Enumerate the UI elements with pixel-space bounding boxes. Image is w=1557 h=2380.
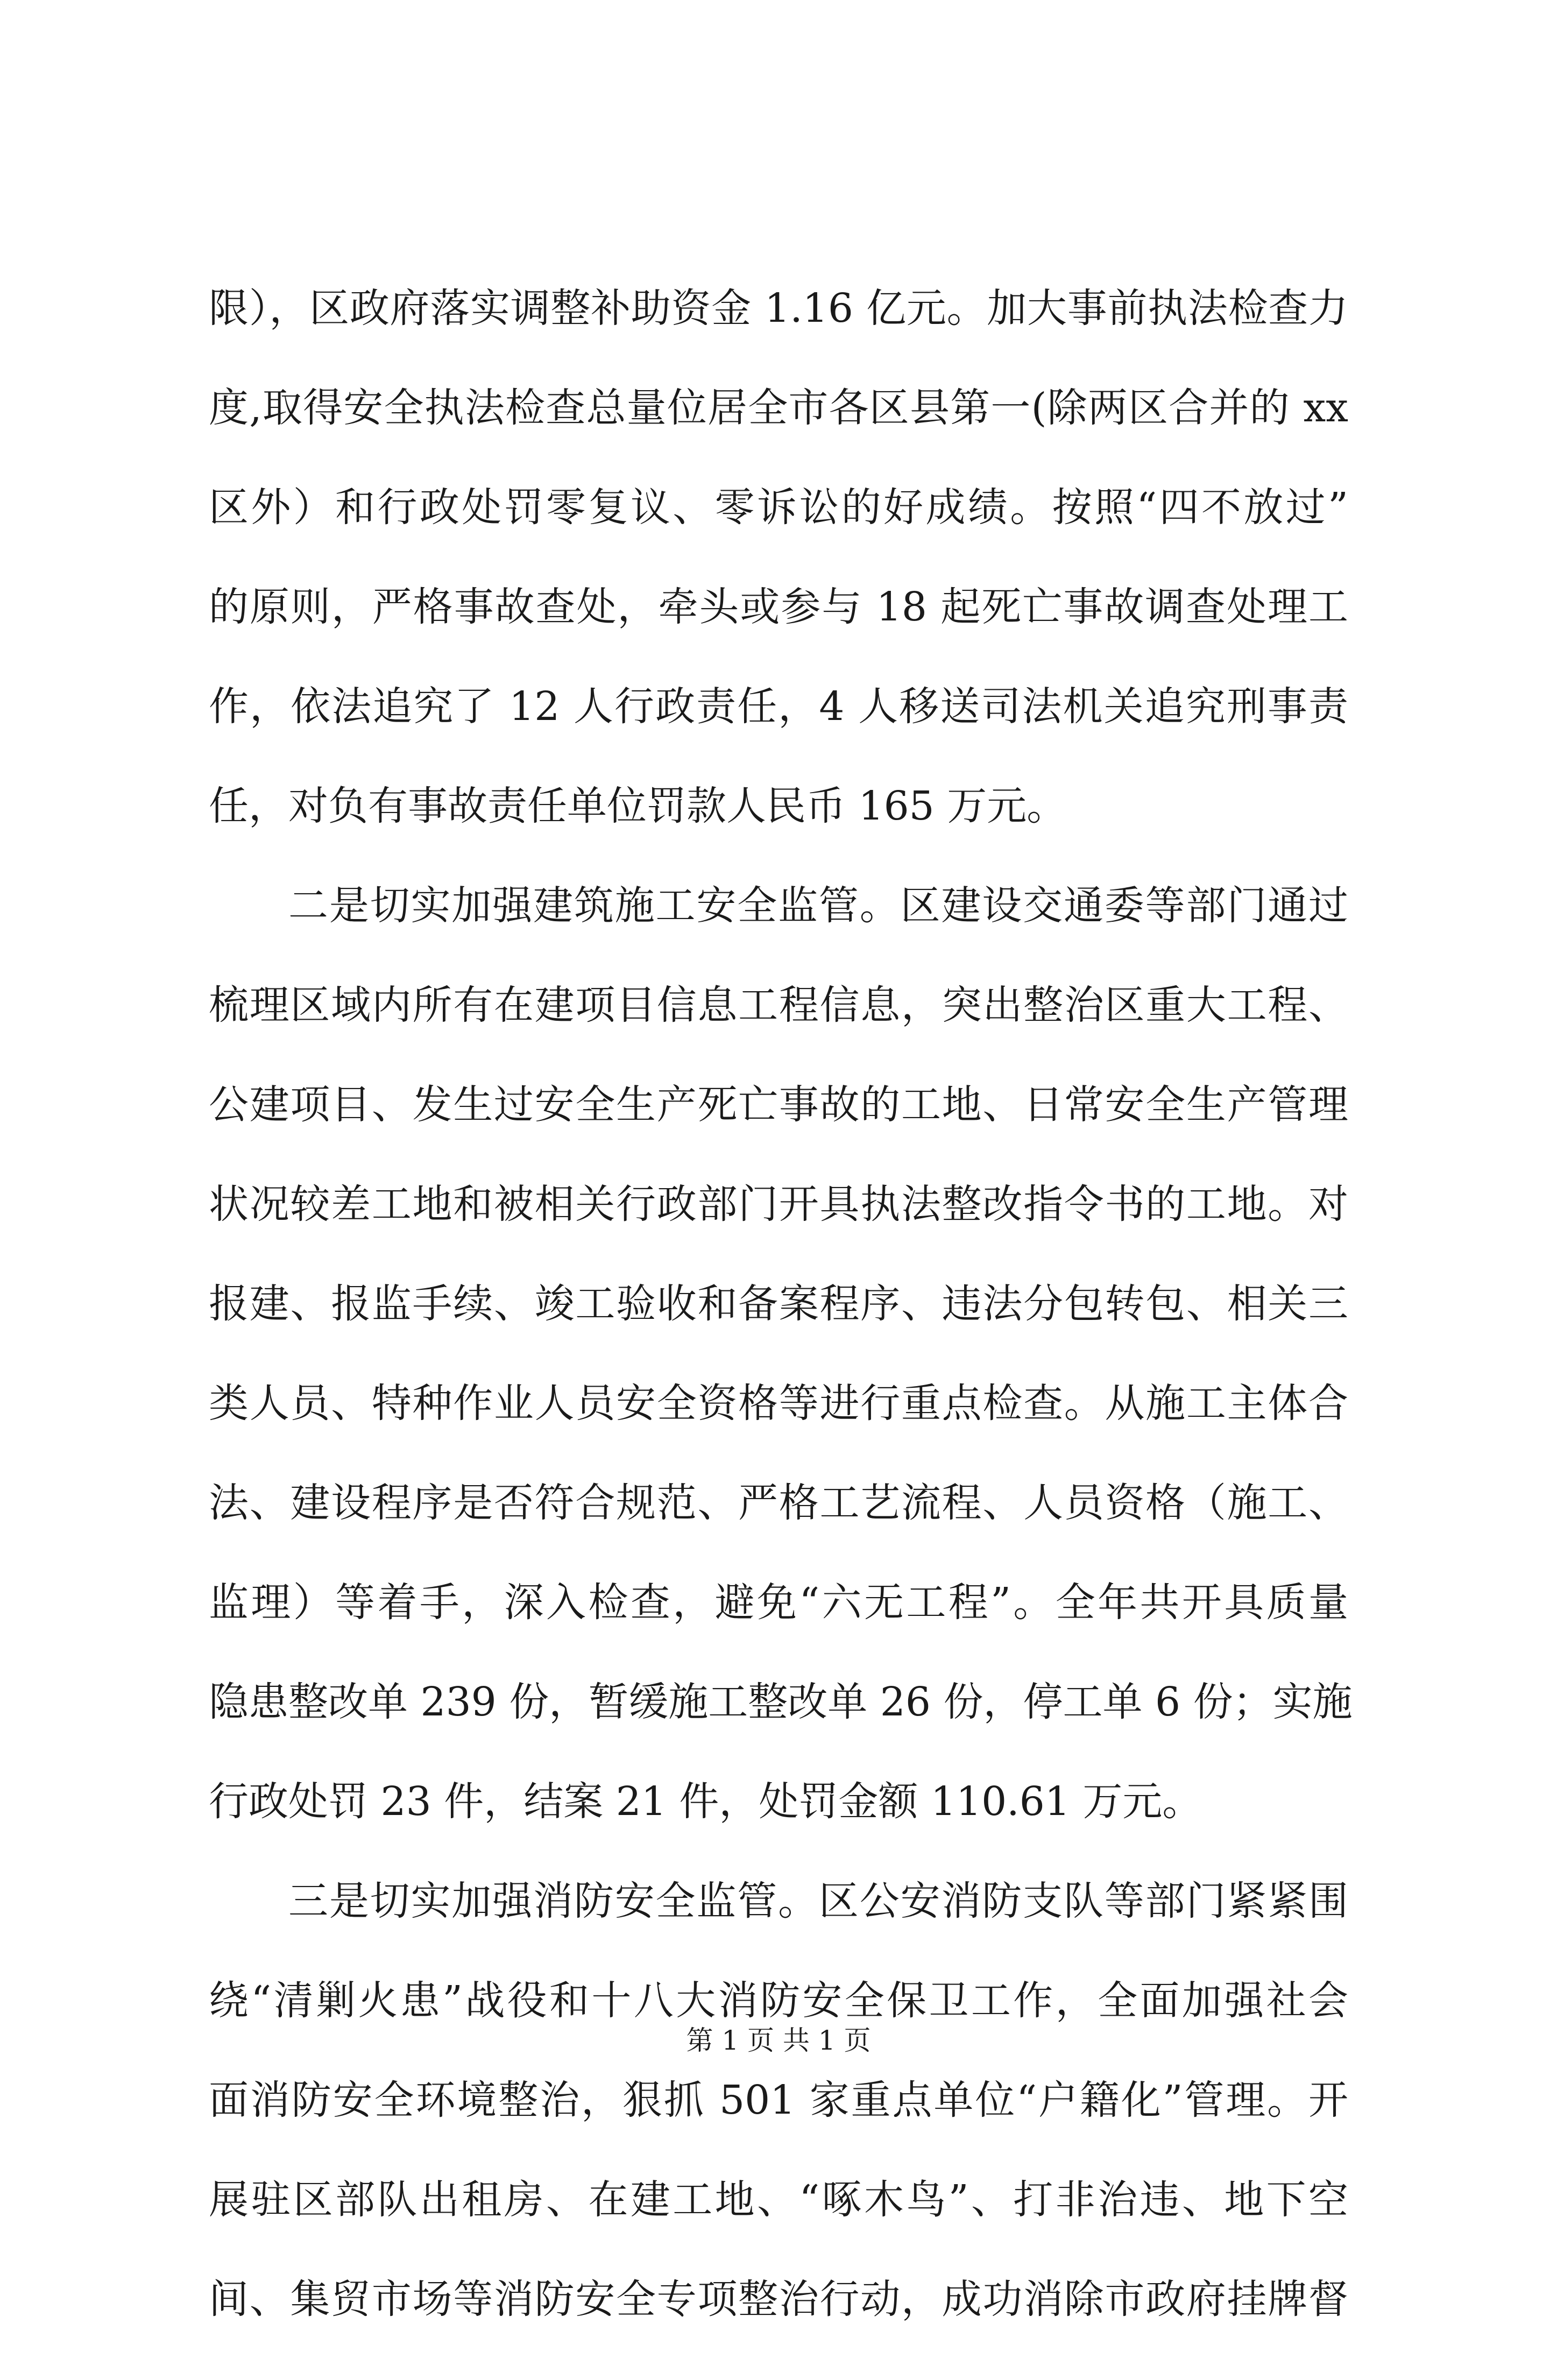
text-line: 行政处罚 23 件，结案 21 件，处罚金额 110.61 万元。	[209, 1778, 1202, 1825]
text-line: 限），区政府落实调整补助资金 1.16 亿元。加大事前执法检查力	[209, 285, 1348, 331]
text-line: 展驻区部队出租房、在建工地、“啄木鸟”、打非治违、地下空	[209, 2177, 1348, 2223]
text-line: 梳理区域内所有在建项目信息工程信息，突出整治区重大工程、	[209, 982, 1348, 1028]
text-line: 隐患整改单 239 份，暂缓施工整改单 26 份，停工单 6 份；实施	[209, 1679, 1353, 1725]
page-number-footer: 第 1 页 共 1 页	[686, 2025, 871, 2056]
text-line: 类人员、特种作业人员安全资格等进行重点检查。从施工主体合	[209, 1380, 1348, 1426]
text-line: 间、集贸市场等消防安全专项整治行动，成功消除市政府挂牌督	[209, 2276, 1348, 2322]
paragraph-3	[209, 1878, 1348, 2380]
text-line: 状况较差工地和被相关行政部门开具执法整改指令书的工地。对	[209, 1181, 1348, 1227]
text-line: 区外）和行政处罚零复议、零诉讼的好成绩。按照“四不放过”	[209, 484, 1348, 531]
text-line: 的原则，严格事故查处，牵头或参与 18 起死亡事故调查处理工	[209, 584, 1348, 630]
paragraph-1	[209, 285, 1348, 887]
text-line: 二是切实加强建筑施工安全监管。区建设交通委等部门通过	[288, 882, 1348, 929]
text-line: 绕“清剿火患”战役和十八大消防安全保卫工作，全面加强社会	[209, 1978, 1348, 2024]
text-line: 面消防安全环境整治，狠抓 501 家重点单位“户籍化”管理。开	[209, 2077, 1348, 2123]
text-line: 公建项目、发生过安全生产死亡事故的工地、日常安全生产管理	[209, 1082, 1348, 1128]
text-line: 度,取得安全执法检查总量位居全市各区县第一(除两区合并的 xx	[209, 385, 1348, 431]
text-line: 任，对负有事故责任单位罚款人民币 165 万元。	[209, 783, 1067, 829]
paragraph-2	[209, 882, 1353, 1882]
text-line: 监理）等着手，深入检查，避免“六无工程”。全年共开具质量	[209, 1579, 1348, 1626]
text-line: 报建、报监手续、竣工验收和备案程序、违法分包转包、相关三	[209, 1281, 1348, 1327]
text-line: 三是切实加强消防安全监管。区公安消防支队等部门紧紧围	[288, 1878, 1348, 1924]
text-line: 作，依法追究了 12 人行政责任，4 人移送司法机关追究刑事责	[209, 683, 1348, 730]
document-body	[209, 285, 1353, 2380]
text-line: 法、建设程序是否符合规范、严格工艺流程、人员资格（施工、	[209, 1480, 1348, 1526]
